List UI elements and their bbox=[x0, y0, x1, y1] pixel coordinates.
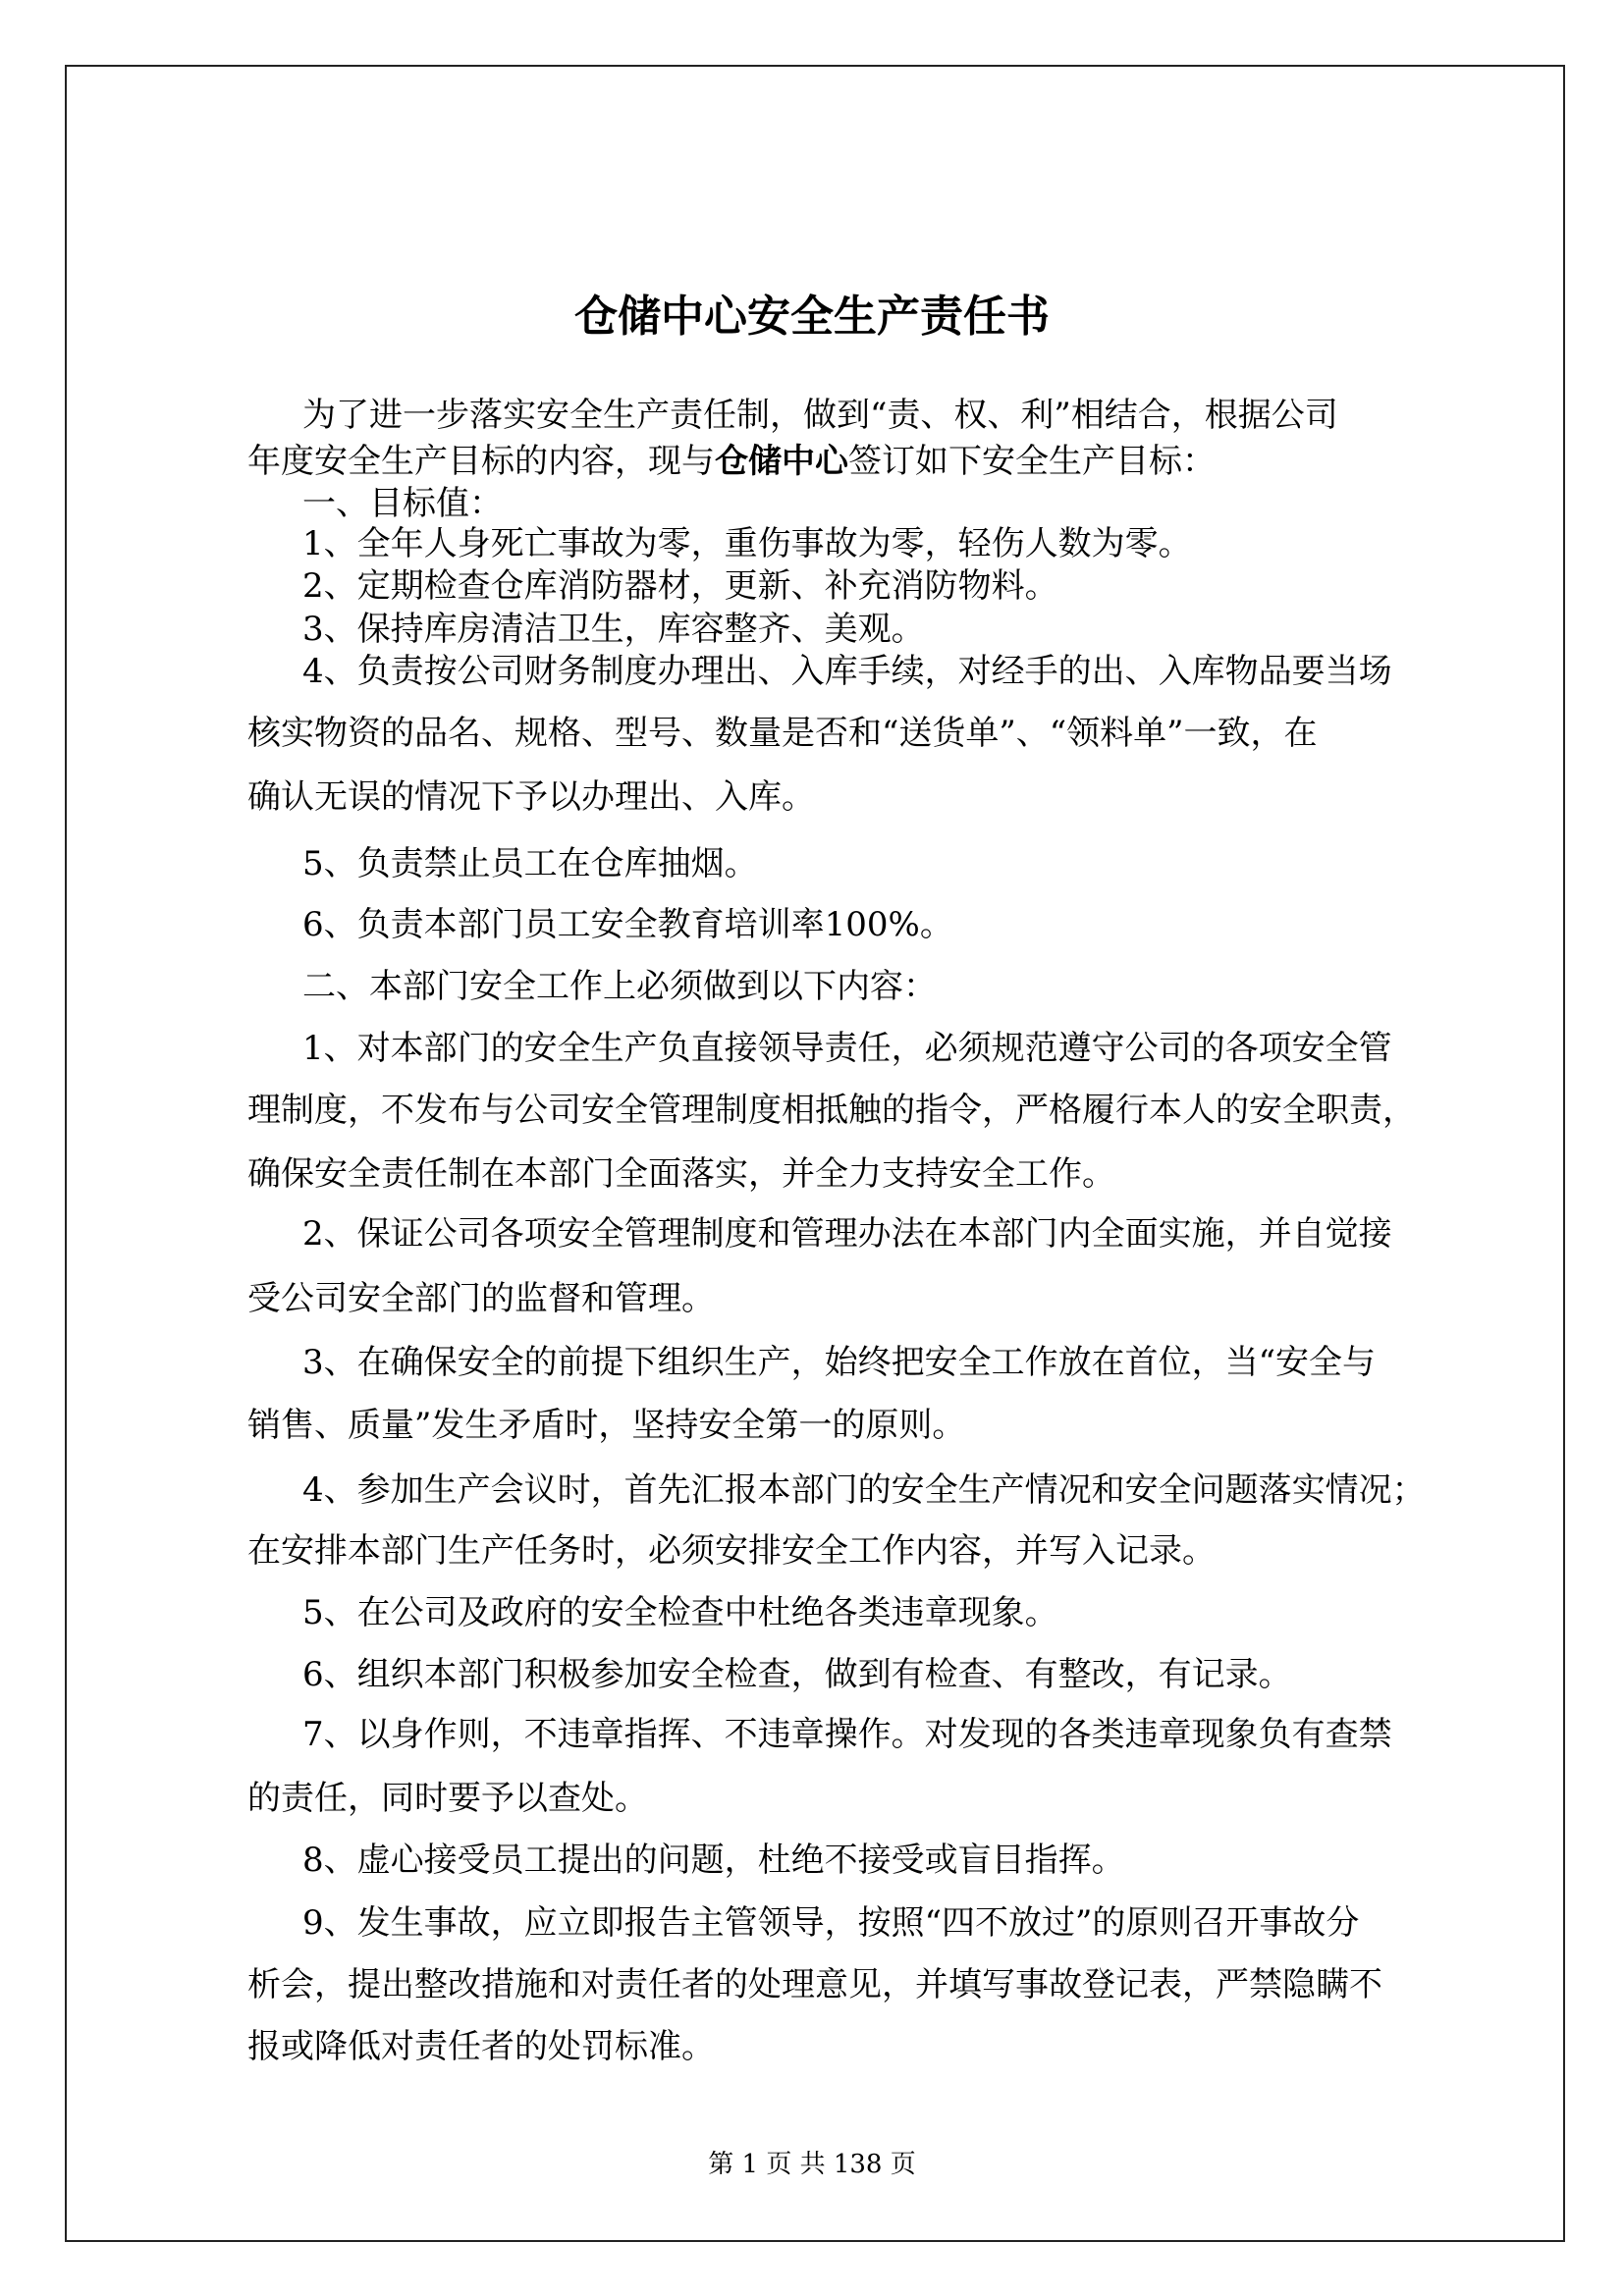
body-line: 一、目标值： bbox=[302, 484, 503, 523]
body-line: 二、本部门安全工作上必须做到以下内容： bbox=[302, 967, 937, 1006]
body-line: 6、负责本部门员工安全教育培训率100%。 bbox=[302, 905, 953, 944]
body-line: 4、负责按公司财务制度办理出、入库手续，对经手的出、入库物品要当场 bbox=[302, 652, 1392, 691]
body-line: 3、保持库房清洁卫生，库容整齐、美观。 bbox=[302, 610, 925, 649]
body-line: 确保安全责任制在本部门全面落实，并全力支持安全工作。 bbox=[247, 1154, 1115, 1194]
intro-text: 签订如下安全生产目标： bbox=[848, 442, 1216, 481]
body-line: 受公司安全部门的监督和管理。 bbox=[247, 1279, 715, 1318]
intro-line-2 bbox=[247, 438, 1386, 485]
department-name: 仓储中心 bbox=[715, 442, 848, 481]
intro-line-1: 为了进一步落实安全生产责任制，做到“责、权、利”相结合，根据公司 bbox=[302, 396, 1338, 435]
intro-text: 年度安全生产目标的内容，现与 bbox=[247, 442, 715, 481]
body-line: 报或降低对责任者的处罚标准。 bbox=[247, 2027, 715, 2066]
body-line: 8、虚心接受员工提出的问题，杜绝不接受或盲目指挥。 bbox=[302, 1841, 1125, 1880]
body-line: 理制度，不发布与公司安全管理制度相抵触的指令，严格履行本人的安全职责， bbox=[247, 1091, 1416, 1130]
body-line: 4、参加生产会议时，首先汇报本部门的安全生产情况和安全问题落实情况； bbox=[302, 1470, 1426, 1510]
body-line: 2、保证公司各项安全管理制度和管理办法在本部门内全面实施，并自觉接 bbox=[302, 1214, 1392, 1254]
body-line: 5、负责禁止员工在仓库抽烟。 bbox=[302, 844, 758, 883]
body-line: 的责任，同时要予以查处。 bbox=[247, 1779, 648, 1818]
body-line: 核实物资的品名、规格、型号、数量是否和“送货单”、“领料单”一致，在 bbox=[247, 714, 1318, 753]
document-title: 仓储中心安全生产责任书 bbox=[574, 292, 1050, 342]
body-line: 6、组织本部门积极参加安全检查，做到有检查、有整改，有记录。 bbox=[302, 1655, 1292, 1694]
body-line: 1、对本部门的安全生产负直接领导责任，必须规范遵守公司的各项安全管 bbox=[302, 1029, 1392, 1068]
body-line: 销售、质量”发生矛盾时，坚持安全第一的原则。 bbox=[247, 1406, 966, 1445]
body-line: 5、在公司及政府的安全检查中杜绝各类违章现象。 bbox=[302, 1593, 1058, 1632]
body-line: 7、以身作则，不违章指挥、不违章操作。对发现的各类违章现象负有查禁 bbox=[302, 1715, 1392, 1754]
body-line: 2、定期检查仓库消防器材，更新、补充消防物料。 bbox=[302, 566, 1058, 606]
body-line: 3、在确保安全的前提下组织生产，始终把安全工作放在首位，当“安全与 bbox=[302, 1343, 1377, 1382]
body-line: 析会，提出整改措施和对责任者的处理意见，并填写事故登记表，严禁隐瞒不 bbox=[247, 1965, 1382, 2004]
body-line: 确认无误的情况下予以办理出、入库。 bbox=[247, 777, 815, 817]
body-line: 在安排本部门生产任务时，必须安排安全工作内容，并写入记录。 bbox=[247, 1531, 1216, 1571]
body-line: 1、全年人身死亡事故为零，重伤事故为零，轻伤人数为零。 bbox=[302, 524, 1192, 563]
page-footer: 第 1 页 共 138 页 bbox=[708, 2150, 916, 2179]
body-line: 9、发生事故，应立即报告主管领导，按照“四不放过”的原则召开事故分 bbox=[302, 1903, 1360, 1943]
